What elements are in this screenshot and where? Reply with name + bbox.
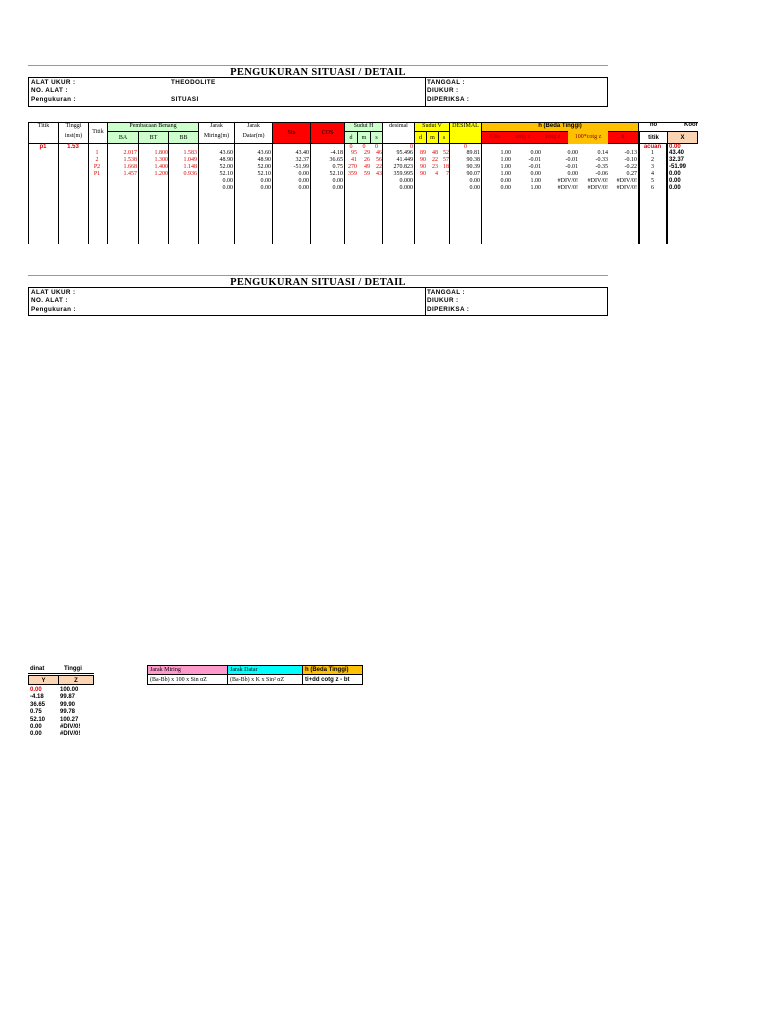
cell-no: 5: [651, 178, 654, 184]
cell-titik: 1: [95, 150, 99, 156]
diukur-label: DIUKUR :: [427, 87, 459, 94]
cell-hdec: 0.000: [399, 185, 413, 191]
cell-hm: 26: [364, 157, 370, 163]
coord-y: 36.65: [30, 701, 46, 708]
tanggal-label-2: TANGGAL :: [427, 289, 465, 296]
cell-ba: 1.668: [123, 164, 137, 170]
cell-h: 0.27: [626, 171, 637, 177]
station-sudut-m: 0: [362, 144, 366, 150]
cell-vm: 4: [435, 171, 438, 177]
cell-vd: 90: [420, 171, 426, 177]
cell-vm: 48: [432, 150, 438, 156]
cell-datar: 43.60: [257, 150, 271, 156]
cell-cos: 36.65: [329, 157, 343, 163]
cell-ba: 2.017: [123, 150, 137, 156]
coord-z: 100.00: [60, 687, 79, 693]
coord-y: 52.10: [30, 716, 46, 723]
cell-c1: 1.00: [500, 150, 511, 156]
sudut-v-m: m: [426, 131, 439, 144]
alat-ukur-label-2: ALAT UKUR :: [31, 289, 76, 296]
cell-c4: #DIV/0!: [587, 185, 608, 191]
inst-label: inst(m): [64, 133, 83, 139]
diperiksa-label-2: DIPERIKSA :: [427, 306, 470, 313]
cell-titik: 2: [95, 157, 99, 163]
cell-miring: 0.00: [222, 178, 233, 184]
z-header: Z: [58, 675, 94, 685]
bt-sub-4: 100*cotg z: [568, 131, 608, 144]
cell-c3: #DIV/0!: [557, 178, 578, 184]
cell-hd: 359: [348, 171, 357, 177]
cos-header: COS: [310, 122, 345, 144]
cell-x: 32.37: [669, 157, 685, 163]
cell-miring: 52.10: [219, 171, 233, 177]
formula-title-beda-tinggi: h (Beda Tinggi): [302, 665, 363, 675]
cell-datar: 48.90: [257, 157, 271, 163]
formula-jarak-datar: (Ba-Bb) x K x Sin² αZ: [227, 674, 303, 685]
titik-header: [28, 122, 59, 144]
station-no: acuan: [643, 144, 662, 150]
sudut-v-s: s: [438, 131, 450, 144]
tinggi-label-bottom: Tinggi: [64, 666, 82, 672]
bt-sub-2: cotg z: [515, 134, 531, 140]
diperiksa-label: DIPERIKSA :: [427, 96, 470, 103]
cell-c1: 1.00: [500, 157, 511, 163]
sudut-v-header: Sudut V: [414, 122, 450, 132]
bb-header: BB: [168, 131, 199, 144]
formula-jarak-miring: (Ba-Bb) x 100 x Sin αZ: [147, 674, 228, 685]
cell-miring: 43.60: [219, 150, 233, 156]
ba-header: BA: [107, 131, 139, 144]
cell-h: #DIV/0!: [616, 178, 637, 184]
section2-top-rule: [28, 275, 608, 276]
cell-miring: 52.00: [219, 164, 233, 170]
cell-c2: 1.00: [530, 178, 541, 184]
titik2-header: Titik: [88, 122, 108, 144]
cell-c4: #DIV/0!: [587, 178, 608, 184]
cell-no: 4: [651, 171, 654, 177]
cell-hs: 22: [376, 164, 382, 170]
pengukuran-value: SITUASI: [171, 96, 199, 103]
cell-no: 1: [651, 150, 654, 156]
cell-miring: 48.90: [219, 157, 233, 163]
pembacaan-header: Pembacaan Benang: [107, 122, 199, 132]
bt-header: BT: [138, 131, 169, 144]
coord-z: 99.90: [60, 701, 76, 708]
cell-datar: 0.00: [260, 185, 271, 191]
alat-ukur-value: THEODOLITE: [171, 79, 216, 86]
coord-z: 99.78: [60, 709, 76, 716]
cell-vdec: 0.00: [469, 178, 480, 184]
cell-titik: P2: [93, 164, 101, 170]
cell-vdec: 89.81: [466, 150, 480, 156]
jarak2-label: Jarak: [247, 123, 260, 129]
sudut-h-d: d: [344, 131, 358, 144]
station-desimal2: 0: [464, 144, 467, 150]
cell-h: -0.22: [624, 164, 637, 170]
cell-vdec: 90.39: [466, 164, 480, 170]
station-sudut-d: 0: [349, 144, 353, 150]
jarak-datar-header: [234, 122, 273, 144]
cell-datar: 52.00: [257, 164, 271, 170]
y-header: Y: [28, 675, 59, 685]
cell-cos: -4.18: [330, 150, 343, 156]
cell-c3: 0.00: [567, 150, 578, 156]
bt-sub-1: Cos: [490, 134, 500, 140]
bt-sub-5: h: [621, 134, 625, 140]
cell-hd: 270: [348, 164, 357, 170]
cell-c4: -0.06: [595, 171, 608, 177]
sudut-h-header: Sudut H: [344, 122, 383, 132]
cell-bt: 1.200: [154, 171, 168, 177]
sudut-h-s: s: [370, 131, 383, 144]
cell-hs: 46: [376, 150, 382, 156]
cell-c3: -0.01: [565, 157, 578, 163]
cell-bb: 1.049: [183, 157, 197, 163]
cell-vd: 90: [420, 164, 426, 170]
station-name: p1: [39, 144, 47, 150]
titik3-header: titik: [639, 131, 668, 144]
cell-miring: 0.00: [222, 185, 233, 191]
cell-sin: -51.99: [293, 164, 309, 170]
cell-vs: 52: [443, 150, 449, 156]
cell-cos: 0.75: [332, 164, 343, 170]
jarak-miring-header: [198, 122, 235, 144]
no-header: no: [649, 122, 658, 128]
cell-hd: 95: [351, 150, 357, 156]
cell-c2: -0.01: [528, 164, 541, 170]
cell-hs: 43: [376, 171, 382, 177]
bottom-rule: [28, 673, 94, 674]
cell-sin: 43.40: [295, 150, 309, 156]
cell-vd: 89: [420, 150, 426, 156]
koor-header: Koor: [684, 122, 698, 128]
cell-vm: 23: [432, 164, 438, 170]
no-alat-label: NO. ALAT :: [31, 87, 68, 94]
x-header: X: [667, 131, 698, 144]
section2-info-box: [28, 287, 608, 316]
cell-vdec: 90.38: [466, 157, 480, 163]
cell-c2: -0.01: [528, 157, 541, 163]
cell-ba: 1.457: [123, 171, 137, 177]
desimal-header: desimal: [382, 122, 415, 144]
alat-ukur-label: ALAT UKUR :: [31, 79, 76, 86]
cell-bt: 1.400: [154, 164, 168, 170]
cell-c1: 0.00: [500, 185, 511, 191]
cell-ba: 1.538: [123, 157, 137, 163]
cell-c1: 1.00: [500, 171, 511, 177]
cell-hm: 29: [364, 150, 370, 156]
coord-y: 0.00: [30, 687, 42, 693]
cell-bt: 1.800: [154, 150, 168, 156]
cell-hm: 49: [364, 164, 370, 170]
info-divider: [425, 78, 426, 106]
cell-sin: 0.00: [298, 185, 309, 191]
cell-vm: 22: [432, 157, 438, 163]
cell-hdec: 95.496: [396, 150, 413, 156]
cell-no: 3: [651, 164, 654, 170]
cell-h: #DIV/0!: [616, 185, 637, 191]
section1-title: PENGUKURAN SITUASI / DETAIL: [230, 67, 406, 78]
koor-top-line: [639, 122, 698, 123]
cell-c4: 0.14: [597, 150, 608, 156]
cell-bb: 1.148: [183, 164, 197, 170]
cell-titik: P1: [93, 171, 101, 177]
station-height: 1.53: [67, 144, 79, 150]
cell-hdec: 0.000: [399, 178, 413, 184]
cell-hdec: 359.995: [393, 171, 413, 177]
cell-x: 0.00: [669, 185, 681, 191]
cell-no: 2: [651, 157, 654, 163]
cell-vs: 57: [443, 157, 449, 163]
cell-vd: 90: [420, 157, 426, 163]
datar-label: Datar(m): [242, 133, 265, 139]
col-line: [28, 143, 29, 244]
cell-hdec: 270.823: [393, 164, 413, 170]
cell-bb: 0.936: [183, 171, 197, 177]
formula-title-jarak-miring: Jarak Miring: [147, 665, 228, 675]
cell-c3: 0.00: [567, 171, 578, 177]
no-alat-label-2: NO. ALAT :: [31, 297, 68, 304]
cell-hs: 56: [376, 157, 382, 163]
desimal2-header: DESIMAL: [449, 122, 482, 144]
tinggi-label: Tinggi: [65, 123, 82, 129]
info-divider: [425, 288, 426, 315]
cell-vdec: 90.07: [466, 171, 480, 177]
cell-cos: 52.10: [329, 171, 343, 177]
coord-z: #DIV/0!: [60, 724, 81, 730]
cell-hdec: 41.449: [396, 157, 413, 163]
sin-header: Sin: [272, 122, 311, 144]
station-x: 0.00: [669, 144, 681, 150]
col-line-thick: [666, 143, 668, 244]
cell-c2: 0.00: [530, 171, 541, 177]
coord-z: #DIV/0!: [60, 731, 81, 738]
col-line: [58, 143, 59, 244]
cell-cos: 0.00: [332, 185, 343, 191]
coord-y: 0.00: [30, 731, 42, 738]
cell-h: -0.13: [624, 150, 637, 156]
cell-c3: -0.01: [565, 164, 578, 170]
beda-tinggi-header: h (Beda Tinggi): [481, 122, 639, 132]
cell-hd: 41: [351, 157, 357, 163]
miring-label: Miring(m): [203, 133, 230, 139]
section1-top-rule: [28, 65, 608, 66]
jarak1-label: Jarak: [210, 123, 223, 129]
coord-z: 99.87: [60, 694, 76, 701]
cell-c3: #DIV/0!: [557, 185, 578, 191]
titik-header-label: Titik: [37, 123, 50, 129]
coord-y: 0.00: [30, 724, 42, 730]
cell-c4: -0.33: [595, 157, 608, 163]
cell-c2: 0.00: [530, 150, 541, 156]
pengukuran-label: Pengukuran :: [31, 96, 77, 103]
cell-sin: 0.00: [298, 171, 309, 177]
section2-title: PENGUKURAN SITUASI / DETAIL: [230, 277, 406, 288]
tanggal-label: TANGGAL :: [427, 79, 465, 86]
cell-datar: 52.10: [257, 171, 271, 177]
cell-h: -0.10: [624, 157, 637, 163]
cell-c2: 1.00: [530, 185, 541, 191]
cell-bb: 1.583: [183, 150, 197, 156]
cell-sin: 32.37: [295, 157, 309, 163]
cell-hm: 59: [364, 171, 370, 177]
tinggi-header: [58, 122, 89, 144]
cell-c1: 0.00: [500, 178, 511, 184]
section1-info-box: [28, 77, 608, 107]
cell-datar: 0.00: [260, 178, 271, 184]
cell-vs: 18: [443, 164, 449, 170]
formula-beda-tinggi: ti+dd cotg z - bt: [302, 674, 363, 685]
cell-sin: 0.00: [298, 178, 309, 184]
cell-vs: 7: [446, 171, 449, 177]
pengukuran-label-2: Pengukuran :: [31, 306, 77, 313]
diukur-label-2: DIUKUR :: [427, 297, 459, 304]
sudut-v-d: d: [414, 131, 427, 144]
cell-x: 43.40: [669, 150, 685, 156]
coord-y: 0.75: [30, 709, 42, 716]
coord-z: 100.27: [60, 716, 79, 723]
cell-bt: 1.300: [154, 157, 168, 163]
cell-x: 0.00: [669, 171, 681, 177]
sudut-h-m: m: [357, 131, 371, 144]
cell-cos: 0.00: [332, 178, 343, 184]
cell-vdec: 0.00: [469, 185, 480, 191]
station-desimal: 0: [410, 144, 413, 150]
cell-x: 0.00: [669, 178, 681, 184]
cell-c4: -0.35: [595, 164, 608, 170]
dinat-label: dinat: [30, 666, 45, 672]
bt-sub-3: cotg z: [545, 134, 561, 140]
cell-c1: 1.00: [500, 164, 511, 170]
coord-y: -4.18: [30, 694, 44, 701]
cell-x: -51.99: [669, 164, 687, 170]
station-sudut-s: 0: [375, 144, 378, 150]
cell-no: 6: [651, 185, 654, 191]
formula-title-jarak-datar: Jarak Datar: [227, 665, 303, 675]
